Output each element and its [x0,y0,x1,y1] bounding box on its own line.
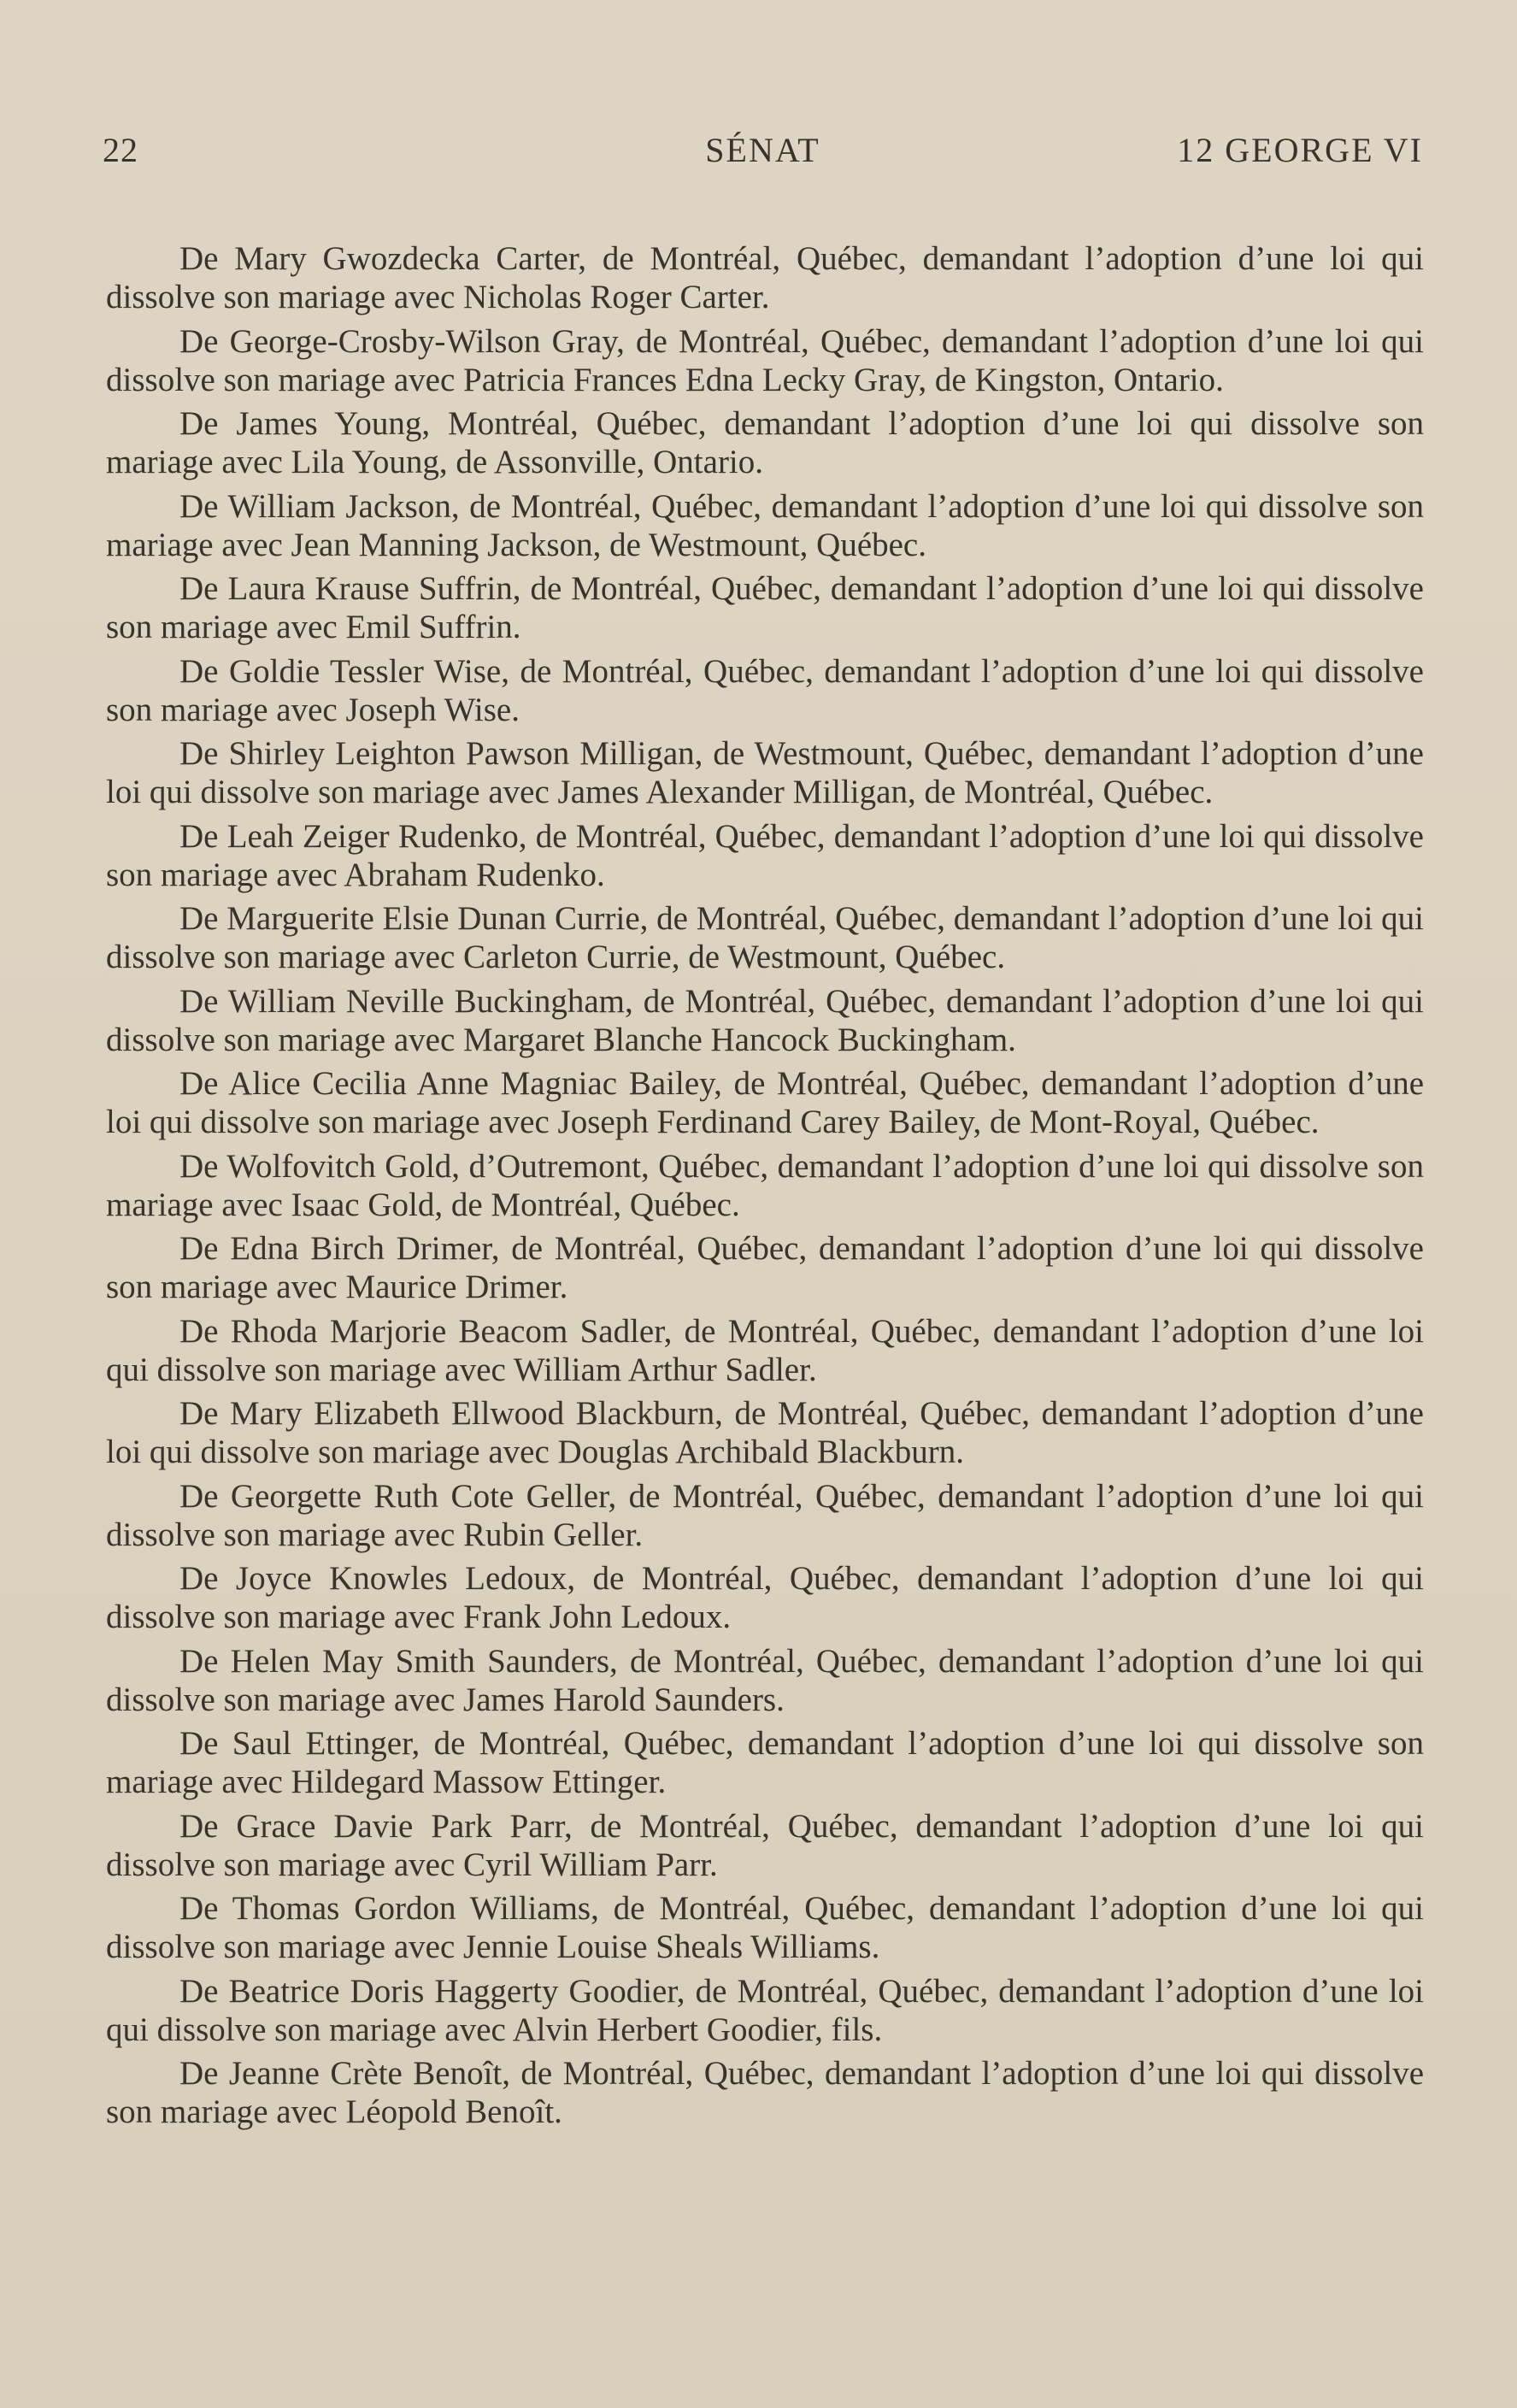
regnal-year: 12 GEORGE VI [1177,131,1423,169]
petition-paragraph: De Saul Ettinger, de Montréal, Québec, demandant l’adoption d’une loi qui dissolve son mariage avec Hildegard Massow Ettinger. [106,1725,1424,1800]
running-header [103,130,1423,178]
petition-paragraph: De William Jackson, de Montréal, Québec, demandant l’adoption d’une loi qui dissolve son mariage avec Jean Manning Jackson, de Westmount, Québec. [106,487,1424,563]
page-title: SÉNAT [705,131,820,169]
petition-paragraph: De Jeanne Crète Benoît, de Montréal, Québec, demandant l’adoption d’une loi qui dissolve son mariage avec Léopold Benoît. [106,2055,1424,2130]
petition-paragraph: De Georgette Ruth Cote Geller, de Montréal, Québec, demandant l’adoption d’une loi qui dissolve son mariage avec Rubin Geller. [106,1477,1424,1553]
petition-paragraph: De James Young, Montréal, Québec, demandant l’adoption d’une loi qui dissolve son mariage avec Lila Young, de Assonville, Ontario. [106,405,1424,480]
petition-paragraph: De Marguerite Elsie Dunan Currie, de Montréal, Québec, demandant l’adoption d’une loi qui dissolve son mariage avec Carleton Currie, de Westmount, Québec. [106,900,1424,975]
petition-paragraph: De Beatrice Doris Haggerty Goodier, de Montréal, Québec, demandant l’adoption d’une loi qui dissolve son mariage avec Alvin Herbert Goodier, fils. [106,1972,1424,2048]
petition-paragraph: De Alice Cecilia Anne Magniac Bailey, de Montréal, Québec, demandant l’adoption d’une loi qui dissolve son mariage avec Joseph Ferdinand Carey Bailey, de Mont-Royal, Québec. [106,1065,1424,1140]
petition-paragraph: De Wolfovitch Gold, d’Outremont, Québec, demandant l’adoption d’une loi qui dissolve son mariage avec Isaac Gold, de Montréal, Québec. [106,1147,1424,1223]
petition-paragraph: De Helen May Smith Saunders, de Montréal, Québec, demandant l’adoption d’une loi qui dissolve son mariage avec James Harold Saunders. [106,1642,1424,1718]
petition-paragraph: De Grace Davie Park Parr, de Montréal, Québec, demandant l’adoption d’une loi qui dissolve son mariage avec Cyril William Parr. [106,1807,1424,1883]
petition-paragraph: De Shirley Leighton Pawson Milligan, de Westmount, Québec, demandant l’adoption d’une loi qui dissolve son mariage avec James Alexander Milligan, de Montréal, Québec. [106,735,1424,810]
petition-paragraph: De Leah Zeiger Rudenko, de Montréal, Québec, demandant l’adoption d’une loi qui dissolve son mariage avec Abraham Rudenko. [106,817,1424,893]
petition-paragraph: De Thomas Gordon Williams, de Montréal, Québec, demandant l’adoption d’une loi qui dissolve son mariage avec Jennie Louise Sheals Williams. [106,1890,1424,1965]
petition-list [106,239,1424,2137]
petition-paragraph: De Joyce Knowles Ledoux, de Montréal, Québec, demandant l’adoption d’une loi qui dissolve son mariage avec Frank John Ledoux. [106,1560,1424,1635]
petition-paragraph: De William Neville Buckingham, de Montréal, Québec, demandant l’adoption d’une loi qui dissolve son mariage avec Margaret Blanche Hancock Buckingham. [106,982,1424,1058]
petition-paragraph: De George-Crosby-Wilson Gray, de Montréal, Québec, demandant l’adoption d’une loi qui dissolve son mariage avec Patricia Frances Edna Lecky Gray, de Kingston, Ontario. [106,322,1424,398]
petition-paragraph: De Mary Gwozdecka Carter, de Montréal, Québec, demandant l’adoption d’une loi qui dissolve son mariage avec Nicholas Roger Carter. [106,240,1424,315]
petition-paragraph: De Laura Krause Suffrin, de Montréal, Québec, demandant l’adoption d’une loi qui dissolve son mariage avec Emil Suffrin. [106,570,1424,645]
page-number: 22 [103,131,138,169]
petition-paragraph: De Edna Birch Drimer, de Montréal, Québec, demandant l’adoption d’une loi qui dissolve son mariage avec Maurice Drimer. [106,1230,1424,1305]
petition-paragraph: De Rhoda Marjorie Beacom Sadler, de Montréal, Québec, demandant l’adoption d’une loi qui dissolve son mariage avec William Arthur Sadler. [106,1312,1424,1388]
petition-paragraph: De Mary Elizabeth Ellwood Blackburn, de Montréal, Québec, demandant l’adoption d’une loi qui dissolve son mariage avec Douglas Archibald Blackburn. [106,1395,1424,1470]
petition-paragraph: De Goldie Tessler Wise, de Montréal, Québec, demandant l’adoption d’une loi qui dissolve son mariage avec Joseph Wise. [106,652,1424,728]
